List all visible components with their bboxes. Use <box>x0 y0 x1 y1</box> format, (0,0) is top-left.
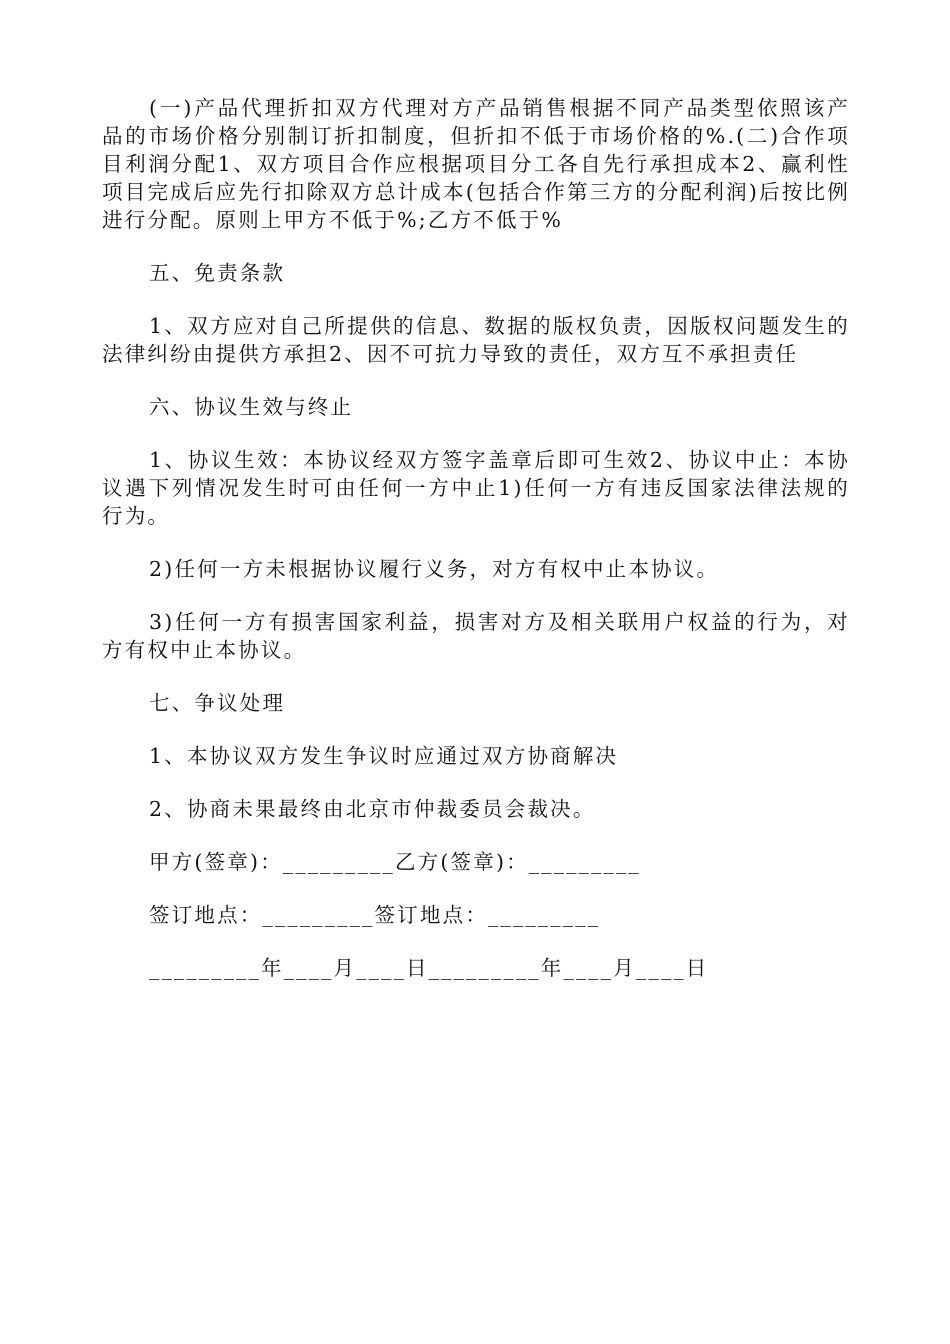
heading-disclaimer: 五、免责条款 <box>149 261 286 285</box>
signing-place-line: 签订地点：_________签订地点：_________ <box>149 903 601 927</box>
signature-parties-line: 甲方(签章)：_________乙方(签章)：_________ <box>149 850 641 874</box>
clause-discount-profit: (一)产品代理折扣双方代理对方产品销售根据不同产品类型依照该产品的市场价格分别制订折扣制度，但折扣不低于市场价格的%.(二)合作项目利润分配1、双方项目合作应根据项目分工各自先行承担成本2、赢利性项目完成后应先行扣除双方总计成本(包括合作第三方的分配利润)后按比例进行分配。原则上甲方不低于%;乙方不低于% <box>102 96 850 232</box>
heading-effect-termination: 六、协议生效与终止 <box>149 395 354 419</box>
clause-dispute-1: 1、本协议双方发生争议时应通过双方协商解决 <box>149 744 619 768</box>
clause-disclaimer: 1、双方应对自己所提供的信息、数据的版权负责，因版权问题发生的法律纠纷由提供方承担2、因不可抗力导致的责任，双方互不承担责任 <box>102 314 850 366</box>
clause-termination-2: 2)任何一方未根据协议履行义务，对方有权中止本协议。 <box>149 557 720 581</box>
clause-effect: 1、协议生效：本协议经双方签字盖章后即可生效2、协议中止：本协议遇下列情况发生时可由任何一方中止1)任何一方有违反国家法律法规的行为。 <box>102 448 850 528</box>
document-page <box>102 94 850 982</box>
clause-dispute-2: 2、协商未果最终由北京市仲裁委员会裁决。 <box>149 797 596 821</box>
heading-dispute: 七、争议处理 <box>149 691 286 715</box>
clause-termination-3: 3)任何一方有损害国家利益，损害对方及相关联用户权益的行为，对方有权中止本协议。 <box>102 610 850 662</box>
signing-date-line: _________年____月____日_________年____月____日 <box>149 956 709 980</box>
